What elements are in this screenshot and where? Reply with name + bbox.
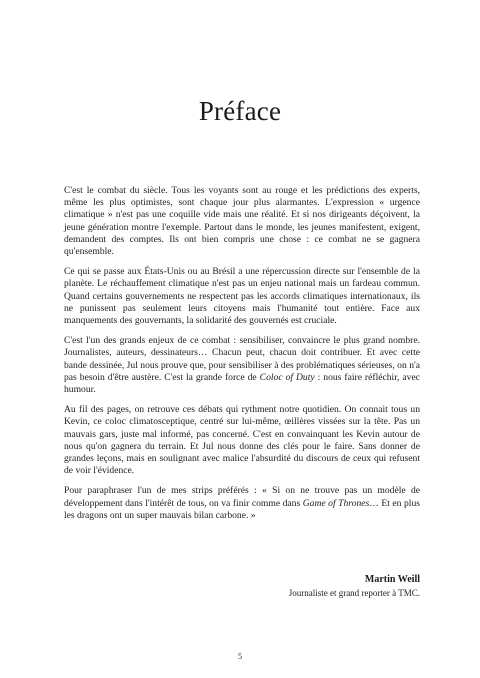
italic-title: Coloc of Duty [259, 371, 315, 383]
paragraph [64, 335, 420, 396]
italic-title: Game of Thrones [302, 497, 370, 509]
text-run: : nous faire réfléchir, avec humour. [64, 371, 420, 396]
text-run: C'est le combat du siècle. Tous les voyants sont au rouge et les prédictions des experts, même les plus optimistes, sont chaque jour plus alarmantes. L'expression « urgence climatique » n'est pas une coquille vide mais une réalité. Et si nos dirigeants déçoivent, la jeune génération montre l'exemple. Partout dans le monde, les jeunes manifestent, exigent, demandent des comptes. Ils ont bien compris une chose : ce combat ne se gagnera qu'ensemble. [64, 185, 420, 258]
body-text [64, 185, 420, 530]
paragraph [64, 404, 420, 477]
paragraph [64, 185, 420, 258]
paragraph [64, 485, 420, 522]
signature-block [289, 573, 420, 599]
author-role: Journaliste et grand reporter à TMC. [288, 588, 420, 598]
text-run: C'est l'un des grands enjeux de ce combat : sensibiliser, convaincre le plus grand nombre. Journalistes, auteurs, dessinateurs… Chacun peut, chacun doit contribuer. Et avec cette bande dessinée, Jul nous prouve que, pour sensibiliser à des problématiques sérieuses, on n'a pas besoin d'être austère. C'est la grande force de [64, 335, 420, 383]
page-number: 5 [238, 652, 242, 661]
author-name: Martin Weill [364, 574, 420, 585]
paragraph [64, 266, 420, 327]
text-run: … Et en plus les dragons ont un super mauvais bilan carbone. » [64, 497, 420, 521]
page-title: Préface [198, 96, 282, 126]
text-run: Au fil des pages, on retrouve ces débats qui rythment notre quotidien. On connait tous un Kevin, ce coloc climatosceptique, centré sur lui-même, œillères vissées sur la tête. Pas un mauvais gars, juste mal informé, pas concerné. C'est en convainquant les Kevin autour de nous qu'on gagnera du terrain. Et Jul nous donne des clés pour le faire. Sans donner de grandes leçons, mais en soulignant avec malice l'absurdité du discours de ceux qui refusent de voir l'évidence. [64, 404, 420, 477]
text-run: Ce qui se passe aux États-Unis ou au Brésil a une répercussion directe sur l'ensemble de la planète. Le réchauffement climatique n'est pas un enjeu national mais un fardeau commun. Quand certains gouvernements ne respectent pas les accords climatiques internationaux, ils ne punissent pas seulement leurs citoyens mais l'humanité tout entière. Face aux manquements des gouvernants, la solidarité des gouvernés est cruciale. [64, 266, 420, 327]
text-run: Pour paraphraser l'un de mes strips préférés : « Si on ne trouve pas un modèle de développement dans l'intérêt de tous, on va finir comme dans [64, 485, 420, 509]
